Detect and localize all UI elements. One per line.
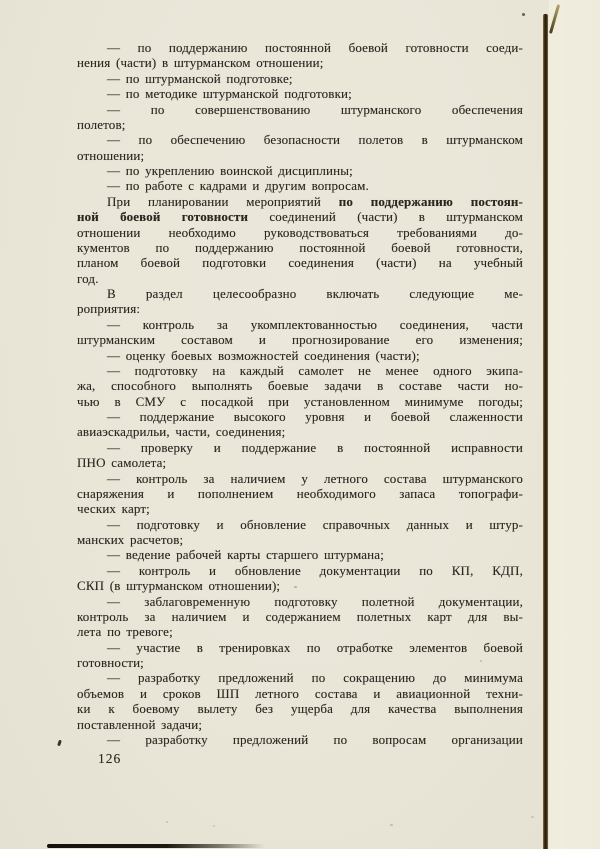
page-edge-line [543, 14, 548, 849]
text-line [77, 132, 523, 147]
text-line [77, 563, 523, 578]
text-segment: — по обеспечению безопасности полетов в штурманском [107, 132, 523, 148]
text-line [77, 55, 523, 70]
text-line [77, 424, 523, 439]
text-line [77, 655, 523, 670]
text-line [77, 609, 523, 624]
text-segment: СКП (в штурманском отношении); [77, 578, 281, 594]
text-segment: — подготовку и обновление справочных данных и штур- [107, 516, 523, 532]
text-segment: — поддержание высокого уровня и боевой слаженности [107, 409, 523, 424]
text-line [77, 240, 523, 255]
text-line [77, 378, 523, 393]
text-segment: При планировании мероприятий [107, 193, 339, 209]
text-line [77, 501, 523, 516]
text-segment: — по укреплению воинской дисциплины; [107, 163, 353, 178]
page-number: 126 [98, 751, 122, 766]
paper-speck [213, 825, 215, 827]
text-line [77, 301, 523, 316]
text-segment: кументов по поддержанию постоянной боевой готовности, [77, 239, 523, 255]
text-line [77, 348, 523, 363]
text-segment: — по поддержанию постоянной боевой готовности соеди- [107, 40, 523, 55]
text-segment: — участие в тренировках по отработке элементов боевой [107, 639, 523, 655]
paper-speck [531, 816, 534, 818]
text-segment: готовности; [77, 655, 144, 670]
text-segment: лета по тревоге; [77, 624, 173, 640]
bold-text-segment: по поддержанию постоян- [338, 193, 523, 209]
page-text [77, 40, 523, 747]
text-line [77, 640, 523, 655]
text-line [77, 102, 523, 117]
text-segment: ки к боевому вылету без ущерба для качества выполнения [77, 701, 523, 717]
text-segment: ческих карт; [77, 501, 150, 517]
paper-speck [522, 13, 525, 16]
text-line [77, 286, 523, 301]
text-line [77, 255, 523, 270]
text-segment: — проверку и поддержание в постоянной исправности [107, 439, 523, 455]
page-bottom-shadow [47, 844, 265, 848]
paper-speck [390, 824, 393, 826]
text-line [77, 486, 523, 501]
text-segment: — контроль за укомплектованностью соединения, части [107, 316, 523, 332]
text-line [77, 532, 523, 547]
book-edge-strip [549, 0, 600, 849]
text-segment: штурманским составом и прогнозирование его изменения; [77, 332, 523, 348]
text-segment: соединений (части) в штурманском [248, 209, 523, 225]
text-segment: — разработку предложений по сокращению до минимума [107, 670, 523, 686]
text-line [77, 148, 523, 163]
text-line [77, 517, 523, 532]
text-line [77, 40, 523, 55]
text-line [77, 178, 523, 193]
text-segment: — заблаговременную подготовку полетной документации, [107, 593, 523, 609]
text-segment: — по штурманской подготовке; [107, 70, 293, 86]
text-line [77, 624, 523, 639]
text-segment: — разработку предложений по вопросам организации [107, 731, 523, 747]
text-segment: В раздел целесообразно включать следующие ме- [107, 286, 523, 301]
text-segment: планом боевой подготовки соединения (части) на учебный [77, 255, 523, 271]
text-line [77, 225, 523, 240]
text-segment: ПНО самолета; [77, 455, 167, 471]
text-line [77, 471, 523, 486]
text-segment: чью в СМУ с посадкой при установленном минимуме погоды; [77, 393, 523, 409]
text-line [77, 71, 523, 86]
text-segment: — оценку боевых возможностей соединения (части); [107, 347, 420, 363]
text-segment: — контроль и обновление документации по КП, КДП, [107, 562, 523, 578]
bold-text-segment: ной боевой готовности [77, 209, 249, 225]
text-segment: — контроль за наличием у летного состава штурманского [107, 470, 523, 486]
text-line [77, 86, 523, 101]
text-segment: — по работе с кадрами и другим вопросам. [107, 178, 369, 194]
text-segment: нения (части) в штурманском отношении; [77, 55, 324, 71]
text-segment: жа, способного выполнять боевые задачи в составе части но- [77, 378, 523, 394]
text-line [77, 194, 523, 209]
text-line [77, 394, 523, 409]
paper-speck [294, 586, 297, 588]
text-segment: контроль за наличием и содержанием полетных карт для вы- [77, 608, 523, 624]
text-segment: авиаэскадрильи, части, соединения; [77, 424, 286, 440]
text-segment: поставленной задачи; [77, 716, 203, 732]
text-segment: снаряжения и пополнением необходимого запаса топографи- [77, 485, 523, 501]
text-segment: — по методике штурманской подготовки; [107, 86, 352, 102]
text-line [77, 271, 523, 286]
text-line [77, 163, 523, 178]
text-line [77, 117, 523, 132]
text-segment: отношении необходимо руководствоваться требованиями до- [77, 224, 523, 240]
text-line [77, 363, 523, 378]
text-line [77, 455, 523, 470]
text-line [77, 440, 523, 455]
text-line [77, 717, 523, 732]
text-line [77, 686, 523, 701]
text-segment: год. [77, 270, 99, 286]
text-segment: — по совершенствованию штурманского обеспечения [107, 101, 523, 117]
paper-speck [480, 660, 482, 662]
text-line [77, 332, 523, 347]
text-line [77, 209, 523, 224]
text-segment: манских расчетов; [77, 532, 184, 547]
text-segment: — ведение рабочей карты старшего штурмана; [107, 547, 384, 563]
text-segment: — подготовку на каждый самолет не менее одного экипа- [107, 362, 523, 378]
text-line [77, 670, 523, 685]
paper-speck [57, 740, 62, 747]
text-segment: полетов; [77, 116, 126, 132]
text-line [77, 701, 523, 716]
text-line [77, 578, 523, 593]
text-line [77, 409, 523, 424]
text-segment: роприятия: [77, 301, 141, 317]
text-line [77, 594, 523, 609]
text-line [77, 317, 523, 332]
text-line [77, 547, 523, 562]
text-segment: объемов и сроков ШП летного состава и авиационной техни- [77, 685, 523, 701]
text-segment: отношении; [77, 147, 145, 163]
paper-speck [166, 821, 168, 823]
text-line [77, 732, 523, 747]
